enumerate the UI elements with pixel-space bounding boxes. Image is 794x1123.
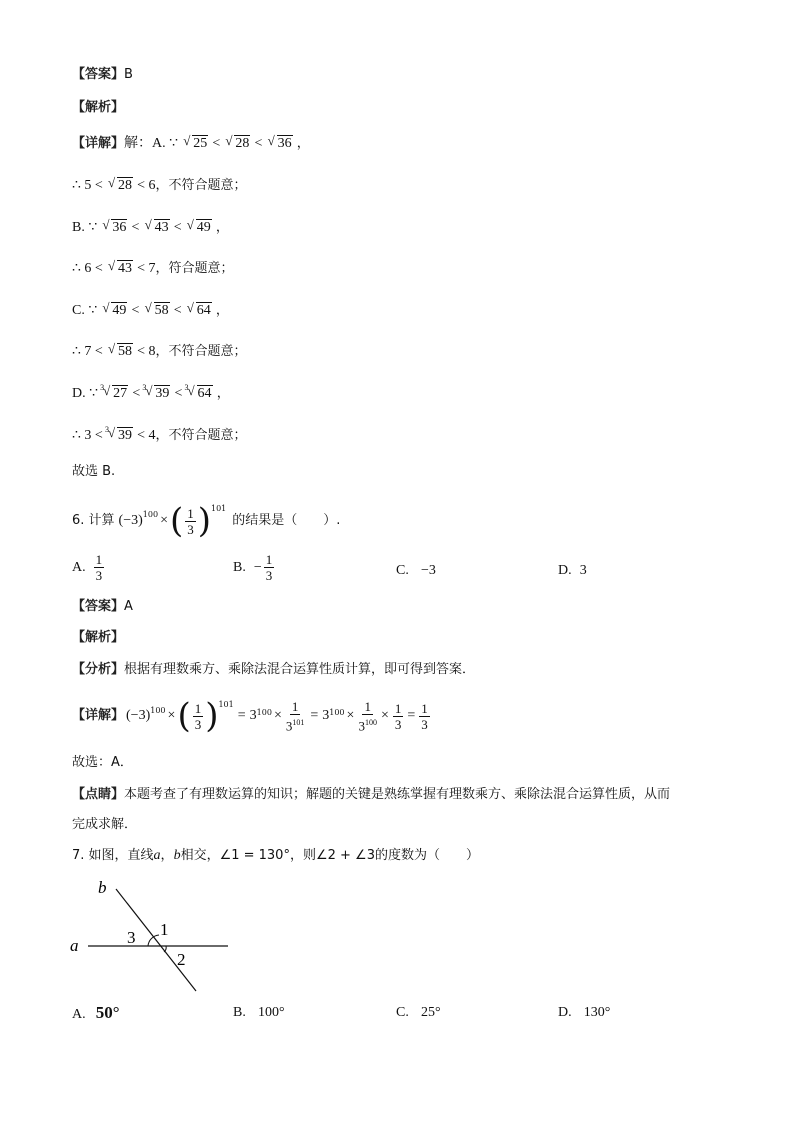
q6-option-d[interactable] xyxy=(558,562,587,580)
analysis-text: 根据有理数乘方、乘除法混合运算性质计算，即可得到答案． xyxy=(124,662,476,677)
fraction xyxy=(358,699,377,733)
numerator: 1 xyxy=(364,698,371,714)
option-label: A. xyxy=(72,559,86,575)
q5-line-b1: B. ∵ √ 36 < √ 43 < √ 49 ， xyxy=(72,217,229,235)
times-sign: × xyxy=(273,708,282,723)
comment-label: 【点睛】 xyxy=(72,787,125,802)
verdict: ，不符合题意； xyxy=(155,428,247,443)
cbrt-expr: 3 √ 64 xyxy=(188,385,213,403)
radicand: 39 xyxy=(117,428,132,443)
inequality-end: < 4 xyxy=(137,428,156,443)
sqrt-expr: √ 64 xyxy=(186,300,211,318)
sqrt-expr: √ 49 xyxy=(186,217,211,235)
q6-comment-line-2: 完成求解． xyxy=(72,817,138,832)
radicand: 39 xyxy=(155,386,170,401)
radicand: 49 xyxy=(112,303,127,318)
inequality-start: ∴ 6 < xyxy=(72,261,103,276)
q5-line-d2 xyxy=(72,427,247,445)
q5-detail-line: 【详解】解：A. ∵ √ 25 < √ 28 < √ 36 ， xyxy=(72,133,310,151)
q6-option-a[interactable] xyxy=(72,552,106,583)
exponent: 101 xyxy=(292,717,305,727)
radicand: 49 xyxy=(196,220,211,235)
radicand: 27 xyxy=(113,386,128,401)
numerator: 1 xyxy=(95,552,103,567)
question-text: 7. 如图，直线 xyxy=(72,848,154,863)
question-text: 的结果是（ ）. xyxy=(232,513,341,528)
option-value: −3 xyxy=(420,563,436,578)
numerator: 1 xyxy=(291,698,299,714)
analysis-head: 【分析】 xyxy=(72,662,125,677)
answer-label: 【答案】 xyxy=(72,67,125,82)
inequality-end: < 8 xyxy=(137,344,156,359)
root-index: 3 xyxy=(142,383,147,392)
option-label: D. xyxy=(558,563,572,578)
denominator: 3 xyxy=(421,716,428,732)
q5-line-c1: C. ∵ √ 49 < √ 58 < √ 64 ， xyxy=(72,300,229,318)
option-label: B. xyxy=(233,1005,246,1020)
denominator: 3 xyxy=(265,568,273,583)
times-sign: × xyxy=(167,708,176,723)
fraction xyxy=(286,699,305,733)
q6-analysis-label xyxy=(72,629,124,647)
root-index: 3 xyxy=(100,383,105,392)
base-expr: (−3) xyxy=(118,513,143,528)
q7-option-c[interactable] xyxy=(396,1004,441,1022)
analysis-label: 【解析】 xyxy=(72,100,125,115)
root-index: 3 xyxy=(104,425,109,434)
radicand: 28 xyxy=(117,178,132,193)
numerator: 1 xyxy=(187,505,194,521)
q5-line-a2 xyxy=(72,177,247,195)
detail-label: 【详解】 xyxy=(72,136,125,151)
times-sign: × xyxy=(346,708,355,723)
exponent: 101 xyxy=(211,504,227,513)
question-text: 相交，∠1 = 130°，则∠2 + ∠3的度数为（ ） xyxy=(180,848,479,863)
inequality-end: < 6 xyxy=(137,178,156,193)
option-value: 50° xyxy=(95,1003,120,1022)
power-base: 3 xyxy=(285,718,293,734)
times-sign: × xyxy=(160,513,168,528)
intersecting-lines-figure xyxy=(60,875,240,1000)
exponent: 100 xyxy=(256,708,272,717)
equals-sign: = xyxy=(310,708,319,723)
sqrt-expr: √ 36 xyxy=(102,217,127,235)
option-label: A. xyxy=(72,1007,86,1022)
sqrt-expr: √ 58 xyxy=(144,300,169,318)
answer-label: 【答案】 xyxy=(72,599,125,614)
q6-comment-line xyxy=(72,786,670,804)
var-b: b xyxy=(173,848,181,863)
answer-value: B xyxy=(124,67,133,82)
q5-line-c2 xyxy=(72,343,247,361)
sqrt-expr: √ 58 xyxy=(107,341,132,359)
numerator: 1 xyxy=(265,552,273,567)
cbrt-expr: 3 √ 27 xyxy=(103,385,128,403)
radicand: 64 xyxy=(197,386,212,401)
punct: ， xyxy=(160,848,174,863)
fraction xyxy=(193,701,204,732)
q5-analysis-label xyxy=(72,99,124,117)
inequality-start: ∴ 7 < xyxy=(72,344,103,359)
detail-label: 【详解】 xyxy=(72,708,125,723)
option-value: 100° xyxy=(257,1005,285,1020)
comment-text: 本题考查了有理数运算的知识；解题的关键是熟练掌握有理数乘方、乘除法混合运算性质，从而 xyxy=(124,787,671,802)
q5-answer-line xyxy=(72,66,133,84)
sqrt-expr: √ 43 xyxy=(144,217,169,235)
denominator: 3 xyxy=(394,716,402,732)
exponent: 101 xyxy=(218,700,234,709)
q6-option-c[interactable] xyxy=(396,562,436,580)
power-base: 3 xyxy=(358,718,365,734)
punct: ， xyxy=(296,136,310,151)
verdict: ，不符合题意； xyxy=(155,178,247,193)
numerator: 1 xyxy=(194,700,202,716)
power-base: 3 xyxy=(322,708,330,723)
option-label: C. xyxy=(396,563,409,578)
base-expr: (−3) xyxy=(126,708,151,723)
radicand: 43 xyxy=(117,261,132,276)
exponent: 100 xyxy=(150,706,166,715)
option-prefix: B. ∵ xyxy=(72,220,98,235)
q7-option-a[interactable] xyxy=(72,1004,120,1024)
q6-stem: 6. 计算 (−3) $^{100}$ × ( $\frac{1}{3}$ ) $^{101}$ 的结果是（ ）. xyxy=(72,501,341,541)
verdict: ，不符合题意； xyxy=(155,344,247,359)
cbrt-expr: 3 √ 39 xyxy=(108,427,133,445)
label-angle-1: 1 xyxy=(160,920,169,939)
sqrt-expr: √ 36 xyxy=(267,133,292,151)
var-a: a xyxy=(153,848,161,863)
fraction xyxy=(419,701,430,732)
radicand: 58 xyxy=(117,344,132,359)
q6-conclusion: 故选：A． xyxy=(72,755,133,770)
fraction xyxy=(94,552,105,583)
root-index: 3 xyxy=(184,383,189,392)
denominator: 3 xyxy=(95,568,103,583)
equals-sign: = xyxy=(237,708,246,723)
inequality-end: < 7 xyxy=(137,261,156,276)
q6-analysis-line xyxy=(72,661,475,679)
option-prefix: C. ∵ xyxy=(72,303,98,318)
numerator: 1 xyxy=(421,700,428,716)
analysis-label: 【解析】 xyxy=(72,630,125,645)
option-label: B. xyxy=(233,559,246,575)
sqrt-expr: √ 28 xyxy=(225,133,250,151)
sqrt-expr: √ 43 xyxy=(107,258,132,276)
exponent: 100 xyxy=(364,717,377,727)
times-sign: × xyxy=(380,708,389,723)
numerator: 1 xyxy=(394,700,402,716)
q7-stem xyxy=(72,847,479,865)
option-prefix: D. ∵ xyxy=(72,386,99,401)
radicand: 36 xyxy=(112,220,127,235)
fraction xyxy=(264,552,275,583)
option-label: D. xyxy=(558,1005,572,1020)
q6-option-b[interactable] xyxy=(233,552,276,583)
inequality-start: ∴ 3 < xyxy=(72,428,103,443)
exponent: 100 xyxy=(329,708,345,717)
label-b: b xyxy=(98,878,107,897)
q7-option-b[interactable] xyxy=(233,1004,285,1022)
answer-value: A xyxy=(124,599,133,614)
sqrt-expr: √ 49 xyxy=(102,300,127,318)
minus-sign: − xyxy=(253,559,262,575)
q5-line-b2 xyxy=(72,260,234,278)
cbrt-expr: 3 √ 39 xyxy=(145,385,170,403)
radicand: 64 xyxy=(196,303,211,318)
denominator: 3 xyxy=(194,716,202,732)
option-value: 130° xyxy=(583,1005,611,1020)
detail-intro: 解：A. ∵ xyxy=(124,136,179,151)
punct: ， xyxy=(215,303,229,318)
question-number: 6. 计算 xyxy=(72,513,115,528)
punct: ， xyxy=(215,220,229,235)
exponent: 100 xyxy=(142,510,159,519)
q5-line-d1: D. ∵ 3 √ 27 < 3 √ 39 < 3 √ 64 ， xyxy=(72,385,230,403)
label-a: a xyxy=(70,936,79,955)
option-label: C. xyxy=(396,1005,409,1020)
q7-option-d[interactable] xyxy=(558,1004,610,1022)
radicand: 58 xyxy=(154,303,169,318)
radicand: 43 xyxy=(154,220,169,235)
denominator: 3 xyxy=(187,521,194,537)
equals-sign: = xyxy=(407,708,416,723)
angle-3-arc xyxy=(148,935,159,946)
fraction xyxy=(393,701,404,732)
verdict: ，符合题意； xyxy=(155,261,234,276)
q6-answer-line xyxy=(72,598,133,616)
option-value: 25° xyxy=(420,1005,441,1020)
angle-2-arc xyxy=(164,946,166,952)
fraction xyxy=(185,506,196,537)
q6-detail-line: 【详解】 (−3) $^{100}$ × ( $\frac{1}{3}$ ) $^{101}$ = 3 $^{100}$ × $\frac{1}{3^{101}}$ = 3 $^{100}$ × $\frac{1}{3^{100}}$ × $\frac{1}{3}$ = $\frac{1}{3}$ xyxy=(72,696,428,736)
label-angle-2: 2 xyxy=(177,950,186,969)
q5-conclusion: 故选 B. xyxy=(72,464,116,479)
inequality-start: ∴ 5 < xyxy=(72,178,103,193)
label-angle-3: 3 xyxy=(127,928,136,947)
radicand: 36 xyxy=(277,136,292,151)
punct: ， xyxy=(216,386,230,401)
radicand: 25 xyxy=(193,136,208,151)
option-value: 3 xyxy=(579,563,587,578)
sqrt-expr: √ 25 xyxy=(183,133,208,151)
power-base: 3 xyxy=(249,708,257,723)
radicand: 28 xyxy=(235,136,250,151)
sqrt-expr: √ 28 xyxy=(107,175,132,193)
